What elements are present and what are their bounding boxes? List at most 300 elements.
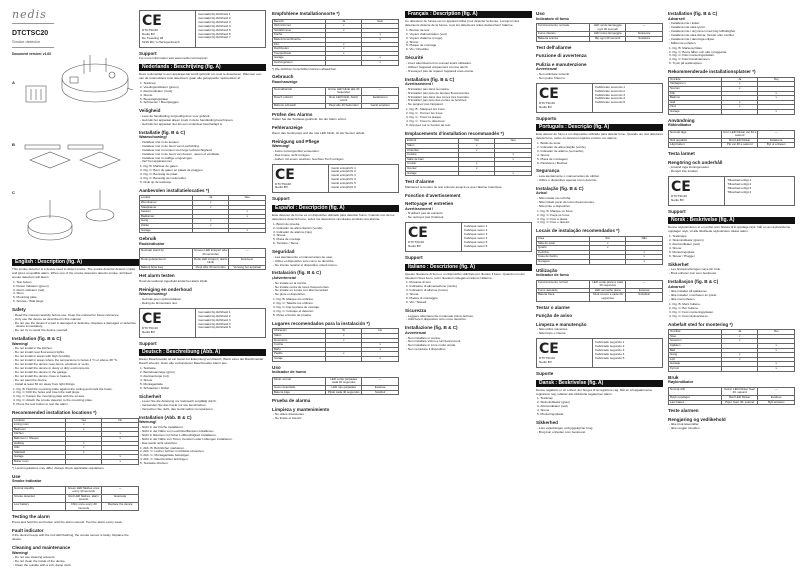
table-cell: Fumo detetado: [537, 288, 590, 293]
list-item: 3. Alarmindikator (rød): [537, 404, 568, 409]
table-row: [273, 390, 399, 395]
standard-line: Fabriqué selon 2: [464, 228, 488, 233]
subheading: Aviso!: [536, 191, 548, 196]
numbered-list: [272, 223, 399, 246]
table-cell: Sovrum: [669, 86, 722, 91]
table-cell: Salon: [406, 144, 459, 149]
section-heading-bar: Deutsch : Beschreibung (Abb. A): [139, 349, 266, 356]
subheading: Indicatore di fumo: [536, 16, 569, 21]
standard-line: Gemaakt bij dichtheid 1: [198, 12, 231, 16]
table-cell: —: [626, 280, 663, 288]
table-cell: Oui: [458, 139, 495, 144]
table-cell: Casa de banho: [537, 255, 590, 260]
list-item: 5. Placa de montaje: [273, 237, 301, 242]
declaration-box: [668, 176, 795, 206]
ce-mark-icon: CE: [539, 85, 559, 102]
declaration-line: Nedis BV: [275, 185, 288, 190]
list-item: - Only use the device as described in this manual.: [13, 316, 82, 321]
table-cell: x: [102, 432, 139, 437]
section-heading: Seguridad: [272, 249, 295, 255]
list-item: - Bruk enheten kun som beskrevet.: [669, 271, 717, 276]
table-cell: Dachboden: [273, 47, 326, 52]
section-heading: Installasjon (fig. B & C): [668, 279, 719, 285]
column-6: [668, 8, 795, 563]
subheading: Warnung!: [272, 144, 290, 149]
table-cell: Modo normal: [273, 377, 326, 385]
table-cell: Vardagsrum: [669, 82, 722, 87]
table-cell: Boiler room: [13, 460, 66, 465]
table-cell: x: [102, 437, 139, 442]
info-table: [272, 87, 399, 109]
table-cell: x: [229, 210, 266, 215]
smoke-detector-drawing: [26, 55, 133, 102]
section-heading: Installation (fig. B & C): [668, 11, 718, 16]
info-table: [536, 280, 663, 302]
section-heading: Test d'alarme: [405, 179, 435, 185]
list-item: 2. Abb. C: Löcher bohren und Dübel einsetzen.: [140, 449, 205, 454]
table-row: [669, 400, 795, 405]
list-item: - Måla inte enheten.: [669, 40, 697, 45]
table-cell: Bateria fraca: [537, 293, 590, 301]
info-table: [272, 328, 399, 361]
table-cell: —: [758, 387, 795, 395]
table-cell: Kök: [669, 91, 722, 96]
table-cell: Piept alle 40 Sekunden: [325, 104, 362, 109]
declaration-standards: [593, 339, 662, 367]
table-cell: Stairwell: [13, 450, 66, 455]
list-item: - Do not use cleaning solvents.: [13, 555, 56, 560]
table-cell: x: [229, 214, 266, 219]
numbered-list: [405, 108, 532, 128]
info-table: [536, 23, 663, 41]
declaration-standards: [196, 309, 265, 337]
declaration-line: Nedis BV: [408, 244, 421, 249]
numbered-list: [536, 210, 663, 226]
list-item: 5. Bevestigingsplaat: [140, 96, 168, 101]
list-item: - Do not clean the inside of the device.: [13, 559, 66, 564]
standard-line: Gemaakt bij dichtheid 3: [198, 317, 231, 322]
figure-label-b: B: [12, 142, 15, 147]
list-item: 1. Fig. B: Marque los orificios.: [273, 297, 314, 302]
column-2: [139, 8, 266, 563]
list-item: 5. Monteringsplate: [669, 249, 695, 254]
figure-b-drawing: [25, 145, 120, 168]
bullet-list: [405, 337, 532, 353]
list-item: - Gebruik geen oplosmiddelen.: [140, 297, 183, 302]
numbered-list: [405, 29, 532, 52]
table-cell: [721, 367, 758, 372]
list-item: - Do not install near fluorescent lights.: [13, 350, 65, 355]
column-1: [12, 256, 139, 568]
subheading: Advarsel!: [668, 16, 686, 21]
ce-mark-icon: CE: [539, 341, 559, 358]
list-item: - No utilice disolventes.: [273, 412, 305, 417]
paragraph: Ce détecteur de fumée est un appareil utilisé pour détecter la fumée. Lorsqu'un des détecteurs détecte de la fumée, tous les détecteurs reliés déclenchent l'alarme.: [405, 19, 520, 27]
table-cell: x: [758, 362, 795, 367]
table-cell: x: [495, 157, 532, 162]
standard-line: Gemaakt bij dichtheid 4: [198, 321, 231, 326]
table-cell: Nein: [362, 19, 399, 24]
column-5: [536, 8, 663, 563]
table-cell: x: [65, 441, 102, 446]
bullet-list: [272, 256, 399, 268]
section-heading: Testing the alarm: [12, 514, 50, 520]
subheading: Smoke indicator: [12, 479, 42, 484]
table-cell: Área: [537, 236, 590, 241]
table-cell: Hallway: [13, 441, 66, 446]
standard-line: Gerät entspricht 1: [331, 165, 356, 170]
section-heading-bar: Dansk : Beskrivelse (fig. A): [536, 380, 663, 387]
table-cell: Garage: [140, 228, 193, 233]
list-item: 3. Fig. C: Fasten the mounting plate with the screws.: [13, 394, 86, 399]
list-item: - No intente reparar el dispositivo usted mismo.: [273, 262, 338, 267]
list-item: - Non pulire l'interno.: [537, 75, 566, 80]
table-cell: x: [102, 460, 139, 465]
list-item: - Använd inga lösningsmedel.: [669, 165, 710, 170]
table-cell: [325, 60, 362, 65]
list-item: - Reinig de binnenkant niet.: [140, 300, 178, 305]
bullet-list: [668, 166, 795, 174]
table-cell: Område: [669, 77, 722, 82]
table-cell: x: [721, 357, 758, 362]
declaration-standards: [196, 11, 265, 47]
table-cell: Garage: [13, 455, 66, 460]
table-cell: x: [721, 86, 758, 91]
paragraph: Denne røykvarsleren er en enhet som brukes til å oppdage røyk. Når en av røykvarslerne oppdager røyk, vil alle tilkoblede røykvarslere utløse alarm.: [668, 225, 791, 234]
standard-line: Fabriqué selon 4: [464, 235, 488, 240]
table-cell: Cuisine: [406, 153, 459, 158]
list-item: - N'essayez pas de réparer l'appareil vous-même.: [406, 68, 475, 73]
table-cell: Nej: [758, 77, 795, 82]
subheading: Rökindikator: [668, 123, 692, 128]
subheading: Warning!: [12, 550, 29, 555]
list-item: - Rengör inte insidan.: [669, 169, 699, 174]
list-item: 1. Fig. B: Markeer de gaten.: [140, 164, 179, 169]
list-item: 2. Betriebsanzeige (grün): [140, 369, 175, 374]
list-item: - Installera inte i köket.: [669, 21, 700, 26]
table-cell: x: [626, 259, 663, 264]
section-heading: Supporto: [536, 115, 557, 121]
document-version: Document version: v1.00: [12, 52, 52, 56]
table-cell: [589, 259, 626, 264]
bullet-list: [536, 73, 663, 81]
table-row: [669, 367, 795, 372]
table-cell: x: [758, 96, 795, 101]
list-item: - Clean the outside with a soft, damp cloth.: [13, 563, 72, 568]
info-table: [12, 486, 139, 512]
table-cell: —: [758, 130, 795, 138]
section-heading: Installation (Abb. B & C): [139, 414, 192, 420]
model-number: DTCTSC20: [12, 30, 49, 37]
table-cell: [192, 228, 229, 233]
table-cell: Evacuar: [626, 288, 663, 293]
section-heading: Função de aviso: [536, 313, 572, 319]
table-cell: Fumo rilevato: [537, 32, 590, 37]
bullet-list: [668, 268, 795, 276]
table-cell: Heizungsraum: [273, 60, 326, 65]
table-cell: Ja: [721, 77, 758, 82]
list-item: - Außen mit einem weichen, feuchten Tuch reinigen.: [273, 156, 345, 161]
list-item: 6. Parafusos / Buchas: [537, 160, 568, 165]
table-cell: x: [362, 33, 399, 38]
bullet-list: [405, 62, 532, 74]
list-item: - Installeer niet in de buurt van tl-verlichting.: [140, 143, 200, 148]
list-item: - Do not use the device if a part is damaged or defective. Replace a damaged or defective device immediately.: [13, 320, 136, 329]
list-item: 2. Indicador de alimentación (verde): [273, 225, 323, 230]
table-cell: x: [362, 56, 399, 61]
list-item: - Installera inte nära dörrar, fönster eller ventiler.: [669, 32, 735, 37]
list-item: - Non verniciare il dispositivo.: [406, 347, 447, 352]
section-heading: Anbefalt sted for montering *): [668, 321, 733, 327]
table-cell: Badrum: [669, 96, 722, 101]
table-cell: Groene LED knippert elke 40 seconden: [194, 248, 228, 256]
list-item: 1. Botón de prueba: [273, 221, 300, 226]
table-cell: Garaje: [273, 356, 326, 361]
list-item: - Ikke installer på kjøkkenet.: [669, 289, 708, 294]
list-item: 4. Sirene: [140, 377, 153, 382]
paragraph: Houd de testknop ingedrukt totdat het alarm klinkt.: [139, 278, 208, 283]
numbered-list: [668, 235, 795, 258]
standard-line: Fabricado segundo 2: [595, 344, 625, 349]
table-cell: x: [626, 250, 663, 255]
table-cell: Living room: [13, 423, 66, 428]
subheading: Røykindikator: [668, 380, 694, 385]
table-cell: x: [192, 205, 229, 210]
product-subtitle: Smoke detector: [12, 39, 54, 48]
table-cell: Ubicación: [273, 329, 326, 334]
section-heading: Support: [272, 196, 290, 202]
list-item: 2. Fig. C: Boor de gaten en plaats de pluggen.: [140, 168, 204, 173]
standard-line: Gerät entspricht 2: [331, 169, 356, 174]
list-item: 1. Abb. B: Bohrlöcher markieren.: [140, 445, 185, 450]
list-item: 6. Viti / Tasselli: [406, 300, 427, 304]
paragraph: If the device beeps with the red LED flashing, the smoke sensor is faulty. Replace the device.: [12, 533, 129, 542]
table-cell: x: [721, 100, 758, 105]
subheading: Indicador de humo: [272, 370, 306, 375]
list-item: 1. Bouton de test: [406, 27, 430, 32]
list-item: - N'installez pas près de lampes fluorescentes.: [406, 90, 470, 95]
declaration-line: DTCTSC20: [142, 325, 158, 330]
table-row: [273, 60, 399, 65]
table-cell: Piper hvert 40. sekund: [721, 400, 758, 405]
standard-line: Fabriqué selon 6: [464, 243, 488, 248]
paragraph: Questo rilevatore di fumo è un dispositivo utilizzato per rilevare il fumo. Quando uno dei rilevatori rileva fumo, tutti i rilevatori collegati emettono l'allarme.: [405, 271, 525, 280]
list-item: 2. Fig. C: Drill the holes and insert the wall plugs.: [13, 390, 81, 395]
declaration-box: [405, 222, 532, 252]
list-item: 1. Fig. B : Marquez les trous.: [406, 107, 446, 112]
table-cell: Garasje: [669, 362, 722, 367]
table-cell: x: [721, 334, 758, 339]
table-row: [537, 36, 663, 41]
table-cell: Flur: [273, 42, 326, 47]
numbered-list: [139, 82, 266, 105]
list-item: 4. Fig. C: Fest røykvarsleren.: [669, 313, 709, 318]
declaration-box: [536, 338, 663, 368]
section-heading-bar: Nederlands : Beschrijving (fig. A): [139, 64, 266, 71]
list-item: - Lea atentamente el manual antes de usar.: [273, 254, 333, 259]
table-cell: Batería baja: [273, 390, 326, 395]
table-cell: Badkamer: [140, 214, 193, 219]
list-item: - Não instale perto de luzes fluorescentes.: [537, 199, 595, 204]
declaration-line: DTCTSC20: [539, 356, 555, 361]
table-cell: Salón: [273, 334, 326, 339]
numbered-list: [12, 281, 139, 304]
list-item: - Não limpe o interior.: [537, 331, 567, 336]
standard-line: Gemaakt bij dichtheid 4: [198, 23, 231, 28]
bullet-list: [139, 400, 266, 412]
table-cell: Sustituir: [362, 390, 399, 395]
info-table: [536, 236, 663, 265]
ce-mark-icon: CE: [275, 166, 295, 183]
table-cell: Bedroom: [13, 427, 66, 432]
section-heading: Cleaning and maintenance: [12, 545, 71, 551]
table-cell: x: [495, 171, 532, 176]
list-item: - Installeer niet in ruimten met hoge luchtvochtigheid.: [140, 147, 213, 152]
table-cell: Evacuar: [362, 385, 399, 390]
table-cell: Garagem: [537, 259, 590, 264]
ce-mark-icon: CE: [142, 310, 162, 327]
table-cell: Batterij bijna leeg: [140, 265, 193, 270]
declaration-line: De Tweeling 28: [142, 35, 164, 40]
list-item: - Installeer niet in de keuken.: [140, 139, 180, 144]
section-heading-bar: Español : Descripción (fig. A): [272, 205, 399, 212]
list-item: 5. Mounting plate: [13, 295, 37, 300]
list-item: - Gebruik het apparaat alleen zoals in deze handleiding beschreven.: [140, 117, 234, 122]
list-item: 3. Alarmindicator (rood): [140, 88, 173, 93]
table-cell: LED verde parpadea cada 40 segundos: [325, 377, 362, 385]
table-cell: x: [65, 427, 102, 432]
table-cell: Wohnzimmer: [273, 24, 326, 29]
info-table: [139, 195, 266, 233]
list-item: - Gebruik het apparaat niet als een onderdeel beschadigd is.: [140, 121, 223, 126]
list-item: 1. Fig. B: Hold the mounting plate against the ceiling and mark the holes.: [13, 386, 113, 391]
list-item: - Ikke rengjør innsiden.: [669, 426, 701, 431]
table-cell: x: [325, 338, 362, 343]
subheading: Warning!: [12, 341, 29, 346]
list-item: - Nicht in der Nähe von Türen, Fenstern oder Lüftungen installieren.: [140, 436, 233, 441]
table-cell: x: [65, 450, 102, 455]
list-item: 4. Sirena: [406, 292, 419, 297]
table-cell: Rook gedetecteerd: [140, 257, 193, 265]
list-item: 1. Fig. B: Markera hålen.: [669, 45, 703, 50]
list-item: 6. Vis / Chevilles: [406, 47, 429, 52]
table-cell: LED rosso lampeggia: [589, 32, 626, 37]
table-cell: x: [362, 60, 399, 65]
declaration-box: [139, 308, 266, 338]
standard-line: Fabricado segundo 3: [595, 348, 625, 353]
table-cell: x: [458, 166, 495, 171]
declaration-left: [537, 339, 593, 367]
section-heading: Reinigung und Pflege: [272, 138, 320, 144]
table-row: [273, 104, 399, 109]
section-heading: Användning: [668, 117, 695, 123]
standard-line: Gemaakt bij dichtheid 3: [198, 19, 231, 24]
paragraph: Denne røgalarm er en enhed, der bruges til at registrere røg. Når en af røgalarmerne registrerer røg, udløser alle tilsluttede røgalarmer alarm.: [536, 387, 653, 396]
section-heading: Gebrauch: [272, 74, 294, 80]
list-item: 3. Fig. C: Fäst monteringsplattan.: [669, 53, 715, 58]
table-cell: Gang: [140, 219, 193, 224]
declaration-box: [536, 83, 663, 113]
table-row: [140, 228, 266, 233]
list-item: - Do not install the device in dusty or dirty environments.: [13, 366, 90, 370]
table-cell: Batteria scarica: [537, 36, 590, 41]
paragraph: Wenn das Gerät piept und die rote LED blinkt, ist der Sensor defekt.: [272, 130, 366, 135]
table-cell: Sí: [325, 329, 362, 334]
table-cell: Røyk oppdaget: [669, 395, 722, 400]
table-cell: Stue: [669, 334, 722, 339]
section-heading: Fehleranzeige: [272, 125, 303, 131]
table-cell: Pasillo: [273, 352, 326, 357]
list-item: 3. Abb. C: Montageplatte befestigen.: [140, 453, 191, 458]
subheading: Rauchanzeige: [272, 80, 298, 85]
section-heading: Empfohlene Installationsorte *): [272, 11, 340, 16]
table-cell: Non: [495, 139, 532, 144]
table-cell: Funcionamento normal: [537, 280, 590, 288]
table-row: [537, 259, 663, 264]
list-item: - Read the manual carefully before use. Keep the manual for future reference.: [13, 312, 120, 317]
table-cell: Sim: [589, 236, 626, 241]
declaration-left: [537, 84, 593, 112]
list-item: - Utilisez l'appareil uniquement comme décrit.: [406, 64, 469, 69]
list-item: - Non utilizzare solventi.: [537, 71, 570, 76]
table-cell: Normalt läge: [669, 130, 722, 138]
table-cell: x: [758, 344, 795, 349]
section-heading: Uso: [536, 11, 545, 16]
declaration-left: [406, 223, 462, 251]
subheading: Warnung!: [139, 420, 157, 425]
standard-line: Fabbricato secondo 4: [595, 96, 626, 101]
table-cell: —: [362, 87, 399, 95]
table-cell: Chirp once every 40 seconds: [65, 503, 102, 511]
brand-logo: nedis: [12, 8, 54, 24]
section-heading: Nettoyage et entretien: [405, 201, 454, 207]
section-heading: Installazione (fig. B & C): [405, 325, 458, 331]
list-item: - Lesen Sie die Anleitung vor Gebrauch sorgfältig durch.: [140, 399, 217, 404]
numbered-list: [668, 303, 795, 319]
list-item: 2. Fig. C: Taladre los orificios.: [273, 301, 314, 306]
table-cell: Normalbetrieb: [273, 87, 326, 95]
section-heading: Veiligheid: [139, 108, 161, 114]
list-item: 4. Sirena: [273, 233, 286, 238]
section-heading: Sikkerhed: [536, 420, 558, 425]
list-item: 3. Voyant d'alarme (rouge): [406, 35, 443, 40]
list-item: - Das Gerät nicht streichen.: [140, 440, 178, 445]
list-item: 5. Tryck på testknappen.: [669, 61, 703, 66]
table-cell: Treppenhaus: [273, 51, 326, 56]
list-item: 5. Montageplatte: [140, 381, 164, 386]
standard-line: Fabbricato secondo 5: [595, 100, 626, 105]
table-cell: Byt ut enheten: [758, 143, 795, 148]
section-heading: Uso: [272, 364, 281, 370]
table-cell: [721, 109, 758, 114]
list-item: - Das Innere nicht reinigen.: [273, 152, 311, 157]
numbered-list: [405, 281, 532, 304]
declaration-line: DTCTSC20: [539, 100, 555, 105]
table-cell: Cozinha: [537, 250, 590, 255]
section-heading: Teste alarmen: [668, 408, 699, 414]
declaration-left: [140, 309, 196, 337]
subheading: Waarschuwing!: [139, 135, 167, 140]
table-cell: x: [65, 423, 102, 428]
section-heading: Utilização: [536, 267, 558, 273]
list-item: - Verwenden Sie das Gerät nur wie beschrieben.: [140, 403, 207, 407]
list-item: - Lees de handleiding zorgvuldig door voor gebruik.: [140, 113, 211, 118]
bullet-list: [12, 556, 139, 568]
table-cell: Badezimmer/Dusche: [273, 37, 326, 42]
list-item: - Ikke bruk løsemidler.: [669, 422, 700, 427]
list-item: 6. Screws / Wall plugs: [13, 299, 44, 304]
section-heading: Support: [405, 255, 423, 261]
